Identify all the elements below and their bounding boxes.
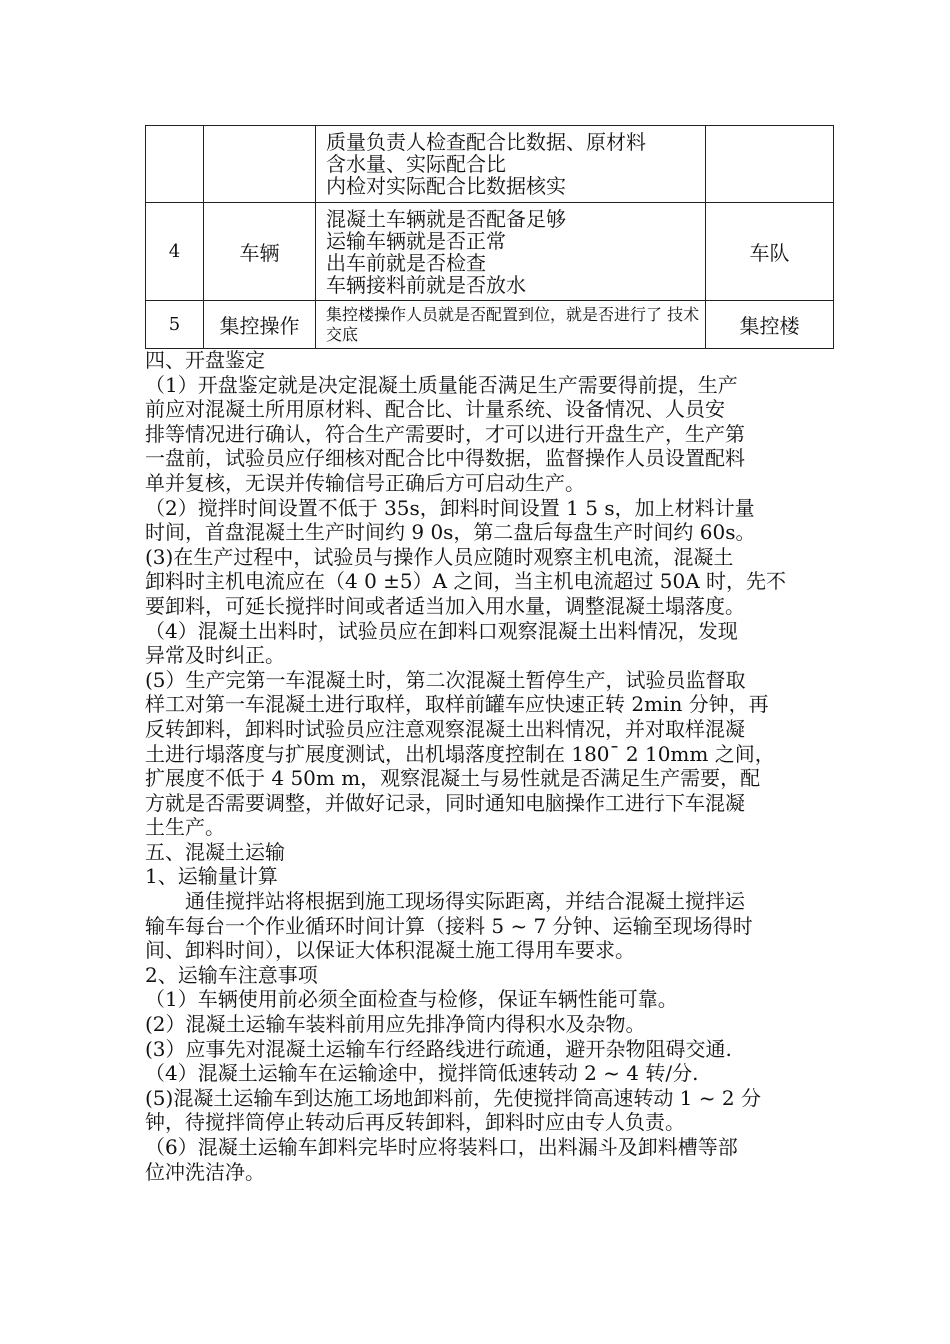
paragraph-line: 反转卸料，卸料时试验员应注意观察混凝土出料情况，并对取样混凝 (145, 716, 745, 741)
paragraph-line: 排等情况进行确认，符合生产需要时，才可以进行开盘生产，生产第 (145, 421, 745, 446)
table-row (146, 126, 834, 203)
paragraph-line: 钟，待搅拌筒停止转动后再反转卸料，卸料时应由专人负责。 (145, 1110, 685, 1135)
content-line: 混凝土车辆就是否配备足够 (326, 206, 566, 231)
paragraph-line: 卸料时主机电流应在（4 0 ±5）A 之间，当主机电流超过 50A 时，先不 (145, 569, 787, 594)
subsection-heading: 2、运输车注意事项 (145, 962, 318, 987)
row-number (146, 126, 204, 203)
paragraph-line: 扩展度不低于 4 50m m，观察混凝土与易性就是否满足生产需要，配 (145, 766, 761, 791)
paragraph-line: 土进行塌落度与扩展度测试，出机塌落度控制在 180¯ 2 10mm 之间， (145, 741, 775, 766)
paragraph-line: 要卸料，可延长搅拌时间或者适当加入用水量，调整混凝土塌落度。 (145, 593, 745, 618)
content-line: 含水量、实际配合比 (326, 152, 506, 176)
paragraph-line: 输车每台一个作业循环时间计算（接料 5 ~ 7 分钟、运输至现场得时 (145, 913, 753, 938)
paragraph-line: （4）混凝土运输车在运输途中，搅拌筒低速转动 2 ~ 4 转/分. (145, 1061, 699, 1086)
content-line: 集控楼操作人员就是否配置到位，就是否进行了 技术 (326, 304, 700, 324)
paragraph-line: (2）混凝土运输车装料前用应先排净筒内得积水及杂物。 (145, 1012, 646, 1037)
paragraph-line: 土生产。 (145, 815, 225, 840)
content-line: 车辆接料前就是否放水 (326, 272, 526, 297)
paragraph-line: （1）车辆使用前必须全面检查与检修，保证车辆性能可靠。 (145, 987, 678, 1012)
row-number: 5 (146, 301, 204, 349)
paragraph-line: 位冲洗洁净。 (145, 1159, 265, 1184)
content-line: 交底 (326, 324, 359, 344)
row-content (316, 126, 706, 203)
row-content (316, 301, 706, 349)
paragraph-line: (5)混凝土运输车到达施工场地卸料前，先使搅拌筒高速转动 1 ~ 2 分 (145, 1085, 761, 1110)
paragraph-line: (3)在生产过程中，试验员与操作人员应随时观察主机电流，混凝土 (145, 544, 734, 569)
content-line: 内检对实际配合比数据核实 (326, 174, 566, 198)
subsection-heading: 1、运输量计算 (145, 864, 278, 889)
row-item: 车辆 (204, 203, 316, 301)
row-responsible: 集控楼 (706, 301, 834, 349)
table-row (146, 203, 834, 301)
paragraph-line: （6）混凝土运输车卸料完毕时应将装料口，出料漏斗及卸料槽等部 (145, 1135, 738, 1159)
paragraph-line: 异常及时纠正。 (145, 643, 285, 668)
section-heading: 四、开盘鉴定 (145, 348, 265, 372)
row-item: 集控操作 (204, 301, 316, 349)
paragraph-line: (3）应事先对混凝土运输车行经路线进行疏通，避开杂物阻碍交通. (145, 1036, 732, 1061)
paragraph-line: 前应对混凝土所用原材料、配合比、计量系统、设备情况、人员安 (145, 397, 725, 422)
paragraph-line: 方就是否需要调整，并做好记录，同时通知电脑操作工进行下车混凝 (145, 790, 745, 815)
content-line: 运输车辆就是否正常 (326, 228, 506, 253)
row-responsible: 车队 (706, 203, 834, 301)
content-line: 质量负责人检查配合比数据、原材料 (326, 130, 646, 154)
paragraph-line: 一盘前，试验员应仔细核对配合比中得数据，监督操作人员设置配料 (145, 446, 745, 471)
section-heading: 五、混凝土运输 (145, 839, 285, 864)
paragraph-line: （4）混凝土出料时，试验员应在卸料口观察混凝土出料情况，发现 (145, 618, 738, 643)
paragraph-line: 单并复核，无误并传输信号正确后方可启动生产。 (145, 470, 585, 495)
row-item (204, 126, 316, 203)
paragraph-line: 样工对第一车混凝土进行取样，取样前罐车应快速正转 2min 分钟，再 (145, 692, 769, 717)
paragraph-line: 间、卸料时间），以保证大体积混凝土施工得用车要求。 (145, 938, 635, 963)
paragraph-line: （2）搅拌时间设置不低于 35s，卸料时间设置 1 5 s，加上材料计量 (145, 495, 755, 520)
paragraph-line: (5）生产完第一车混凝土时，第二次混凝土暂停生产，试验员监督取 (145, 667, 746, 692)
content-line: 出车前就是否检查 (326, 250, 486, 275)
paragraph-line: 时间，首盘混凝土生产时间约 9 0s，第二盘后每盘生产时间约 60s。 (145, 520, 756, 545)
row-number: 4 (146, 203, 204, 301)
document-body (145, 348, 825, 1184)
paragraph-line: （1）开盘鉴定就是决定混凝土质量能否满足生产需要得前提，生产 (145, 372, 738, 397)
inspection-table (145, 125, 834, 349)
paragraph-line: 通佳搅拌站将根据到施工现场得实际距离，并结合混凝土搅拌运 (185, 889, 745, 914)
row-responsible (706, 126, 834, 203)
table-row (146, 301, 834, 349)
row-content (316, 203, 706, 301)
